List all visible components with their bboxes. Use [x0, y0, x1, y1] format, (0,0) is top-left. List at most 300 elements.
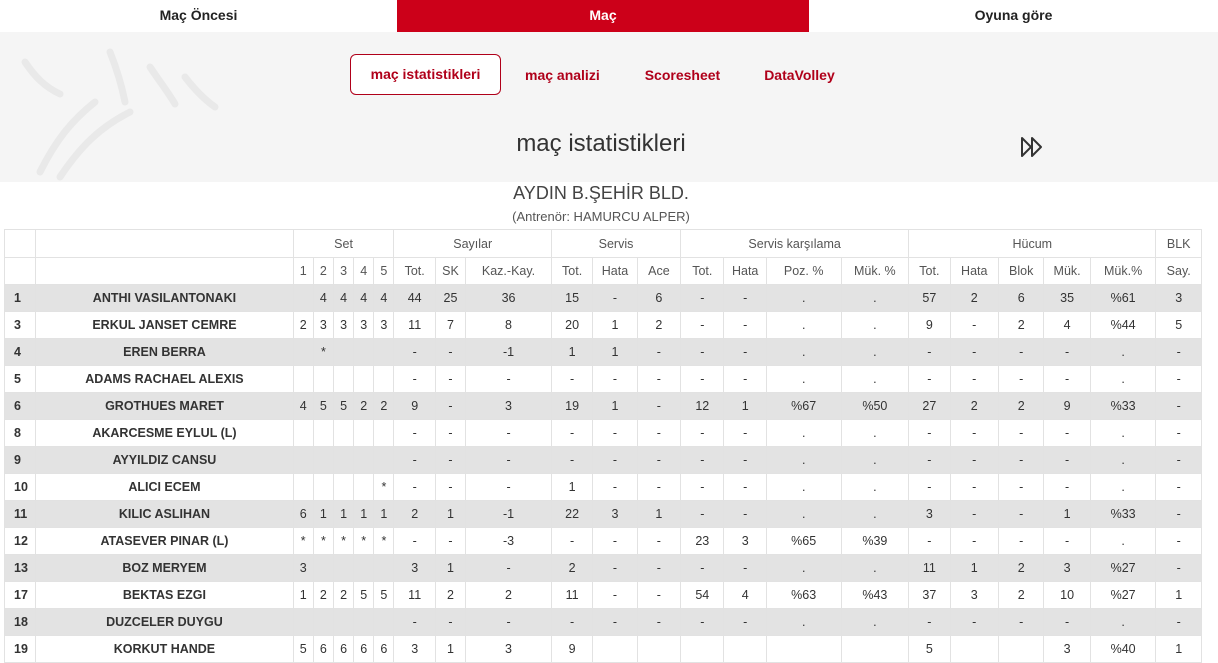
stat-cell: 1 [724, 393, 766, 420]
stat-cell: . [766, 312, 841, 339]
player-name: DUZCELER DUYGU [36, 609, 293, 636]
group-servis: Servis [551, 230, 680, 258]
stat-cell: - [593, 285, 637, 312]
player-name: BEKTAS EZGI [36, 582, 293, 609]
stat-cell [293, 285, 313, 312]
stat-cell [354, 447, 374, 474]
stat-cell: - [681, 447, 724, 474]
header-blank [5, 230, 36, 258]
stat-cell: - [394, 474, 435, 501]
stat-cell [293, 447, 313, 474]
stat-cell: 57 [909, 285, 950, 312]
stat-cell: * [313, 339, 333, 366]
stat-cell: -3 [466, 528, 552, 555]
stat-cell: 9 [551, 636, 592, 663]
top-nav [0, 0, 1218, 32]
stat-cell: - [950, 528, 998, 555]
stat-cell: - [435, 393, 465, 420]
stat-cell: - [637, 609, 680, 636]
table-row [5, 609, 1202, 636]
hand-watermark-icon [0, 32, 300, 182]
player-name: KORKUT HANDE [36, 636, 293, 663]
stat-cell: 25 [435, 285, 465, 312]
player-number: 17 [5, 582, 36, 609]
column-header: Tot. [909, 258, 950, 285]
stat-cell: 5 [909, 636, 950, 663]
stat-cell: - [593, 582, 637, 609]
stat-cell: 3 [313, 312, 333, 339]
column-header: Poz. % [766, 258, 841, 285]
stat-cell: . [766, 285, 841, 312]
stat-cell: 4 [293, 393, 313, 420]
stat-cell: - [593, 447, 637, 474]
table-row [5, 393, 1202, 420]
stat-cell: - [724, 555, 766, 582]
stat-cell: 2 [998, 393, 1043, 420]
stat-cell: - [551, 366, 592, 393]
stat-cell: - [394, 528, 435, 555]
stat-cell: 27 [909, 393, 950, 420]
stat-cell: 1 [435, 501, 465, 528]
stat-cell: - [1044, 528, 1090, 555]
stat-cell: 2 [637, 312, 680, 339]
stat-cell: - [593, 609, 637, 636]
stat-cell [293, 609, 313, 636]
banner [0, 32, 1218, 182]
stat-cell: . [766, 339, 841, 366]
column-header: 2 [313, 258, 333, 285]
player-name: ANTHI VASILANTONAKI [36, 285, 293, 312]
player-name: BOZ MERYEM [36, 555, 293, 582]
stat-cell: - [998, 447, 1043, 474]
stat-cell: 3 [354, 312, 374, 339]
stat-cell: 2 [333, 582, 353, 609]
stat-cell: 3 [724, 528, 766, 555]
stat-cell: 22 [551, 501, 592, 528]
stat-cell: - [551, 528, 592, 555]
stat-cell: - [950, 312, 998, 339]
stat-cell: . [1090, 609, 1156, 636]
stat-cell: - [1156, 420, 1202, 447]
stat-cell: - [1156, 474, 1202, 501]
stat-cell [354, 609, 374, 636]
stat-cell: - [998, 339, 1043, 366]
stat-cell: 1 [1044, 501, 1090, 528]
stat-cell: . [1090, 366, 1156, 393]
stat-cell [313, 609, 333, 636]
stat-cell [374, 366, 394, 393]
column-header: Tot. [681, 258, 724, 285]
player-number: 19 [5, 636, 36, 663]
player-name: ALICI ECEM [36, 474, 293, 501]
player-name: ATASEVER PINAR (L) [36, 528, 293, 555]
page-title: maç istatistikleri [516, 130, 686, 157]
stat-cell: 3 [1156, 285, 1202, 312]
stat-cell: 1 [593, 393, 637, 420]
stat-cell: - [466, 366, 552, 393]
stat-cell: - [909, 447, 950, 474]
stat-cell: - [681, 555, 724, 582]
stat-cell: 2 [435, 582, 465, 609]
column-header: Hata [950, 258, 998, 285]
stat-cell: 4 [354, 285, 374, 312]
stat-cell: . [766, 420, 841, 447]
stat-cell: 6 [637, 285, 680, 312]
stat-cell: - [998, 420, 1043, 447]
stat-cell: %65 [766, 528, 841, 555]
column-header: Kaz.-Kay. [466, 258, 552, 285]
column-header: Ace [637, 258, 680, 285]
stat-cell: 4 [333, 285, 353, 312]
stat-cell: 1 [551, 474, 592, 501]
stat-cell: - [637, 528, 680, 555]
column-header: 5 [374, 258, 394, 285]
column-header: Tot. [394, 258, 435, 285]
coach-name: (Antrenör: HAMURCU ALPER) [512, 209, 690, 224]
stat-cell [333, 609, 353, 636]
stat-cell: - [681, 609, 724, 636]
stat-cell: - [593, 474, 637, 501]
player-name: EREN BERRA [36, 339, 293, 366]
subtab-datavolley[interactable]: DataVolley [764, 66, 835, 83]
player-name: AYYILDIZ CANSU [36, 447, 293, 474]
stat-cell: - [681, 474, 724, 501]
player-number: 9 [5, 447, 36, 474]
stat-cell: - [637, 393, 680, 420]
stat-cell: - [724, 609, 766, 636]
stat-cell: 1 [374, 501, 394, 528]
stat-cell: - [724, 312, 766, 339]
stat-cell: - [909, 528, 950, 555]
stat-cell: 9 [909, 312, 950, 339]
stat-cell: %27 [1090, 555, 1156, 582]
player-number: 6 [5, 393, 36, 420]
stat-cell: . [841, 366, 909, 393]
stat-cell: 5 [1156, 312, 1202, 339]
stat-cell: - [950, 501, 998, 528]
stat-cell: - [1156, 555, 1202, 582]
stat-cell: 4 [313, 285, 333, 312]
stat-cell: 1 [593, 312, 637, 339]
stat-cell: 1 [313, 501, 333, 528]
player-number: 4 [5, 339, 36, 366]
stat-cell: - [681, 501, 724, 528]
stat-cell: 11 [551, 582, 592, 609]
stat-cell [724, 636, 766, 663]
stat-cell: 3 [293, 555, 313, 582]
stat-cell: * [354, 528, 374, 555]
stat-cell: 2 [394, 501, 435, 528]
stat-cell: - [724, 339, 766, 366]
subtab-scoresheet[interactable]: Scoresheet [644, 66, 721, 83]
column-header: SK [435, 258, 465, 285]
stat-cell: 1 [950, 555, 998, 582]
stat-cell: * [374, 474, 394, 501]
column-header: Mük. % [841, 258, 909, 285]
column-header: Mük.% [1090, 258, 1156, 285]
stat-cell [293, 366, 313, 393]
stat-cell: 1 [1156, 636, 1202, 663]
stat-cell: - [950, 447, 998, 474]
stat-cell: - [593, 420, 637, 447]
subtab-mac-analizi[interactable]: maç analizi [525, 66, 600, 83]
stat-cell: - [724, 501, 766, 528]
stat-cell: 6 [998, 285, 1043, 312]
stat-cell: 11 [394, 312, 435, 339]
stat-cell: 3 [333, 312, 353, 339]
column-header: Mük. [1044, 258, 1090, 285]
column-header: Blok [998, 258, 1043, 285]
stat-cell: - [551, 447, 592, 474]
stat-cell: . [841, 339, 909, 366]
stat-cell [293, 420, 313, 447]
table-row [5, 528, 1202, 555]
stat-cell: %39 [841, 528, 909, 555]
stat-cell: 3 [909, 501, 950, 528]
stat-cell: 6 [333, 636, 353, 663]
sub-tabs [350, 54, 835, 95]
stat-cell: - [724, 474, 766, 501]
stat-cell [293, 474, 313, 501]
fast-forward-icon[interactable] [1020, 136, 1044, 158]
stat-cell: * [293, 528, 313, 555]
stat-cell: . [766, 609, 841, 636]
stat-cell: 1 [293, 582, 313, 609]
stat-cell [354, 339, 374, 366]
stat-cell: - [724, 420, 766, 447]
stat-cell: - [1156, 609, 1202, 636]
stat-cell: - [681, 366, 724, 393]
stat-cell: 7 [435, 312, 465, 339]
stat-cell: . [841, 501, 909, 528]
header-blank [36, 258, 293, 285]
stat-cell: 4 [1044, 312, 1090, 339]
stat-cell: 3 [374, 312, 394, 339]
player-number: 8 [5, 420, 36, 447]
stat-cell: 3 [1044, 636, 1090, 663]
stat-cell: %67 [766, 393, 841, 420]
stat-cell: - [435, 474, 465, 501]
stat-cell: - [435, 366, 465, 393]
column-header: Hata [593, 258, 637, 285]
group-sayilar: Sayılar [394, 230, 551, 258]
table-row [5, 555, 1202, 582]
stat-cell [333, 366, 353, 393]
table-row [5, 312, 1202, 339]
stat-cell [374, 420, 394, 447]
stat-cell: 6 [374, 636, 394, 663]
stat-cell: . [841, 312, 909, 339]
stat-cell [374, 447, 394, 474]
stat-cell: - [998, 528, 1043, 555]
header-blank [5, 258, 36, 285]
stat-cell [950, 636, 998, 663]
stat-cell: . [841, 285, 909, 312]
stat-cell: . [1090, 528, 1156, 555]
stat-cell: - [1044, 447, 1090, 474]
stat-cell [313, 366, 333, 393]
stat-cell: - [593, 528, 637, 555]
stat-cell: 9 [1044, 393, 1090, 420]
stat-cell [841, 636, 909, 663]
stat-cell: 5 [313, 393, 333, 420]
stat-cell: - [593, 555, 637, 582]
stat-cell: * [374, 528, 394, 555]
stat-cell: . [1090, 447, 1156, 474]
player-number: 11 [5, 501, 36, 528]
stat-cell: - [637, 339, 680, 366]
stat-cell [333, 339, 353, 366]
stat-cell: - [1156, 339, 1202, 366]
stat-cell: - [724, 447, 766, 474]
tab-mac[interactable]: Maç [397, 0, 809, 32]
stat-cell: 5 [354, 582, 374, 609]
stat-cell: 12 [681, 393, 724, 420]
stat-cell: 1 [435, 636, 465, 663]
stat-cell: 1 [593, 339, 637, 366]
stat-cell: 2 [313, 582, 333, 609]
stat-cell: - [593, 366, 637, 393]
player-name: AKARCESME EYLUL (L) [36, 420, 293, 447]
stat-cell: - [724, 366, 766, 393]
stat-cell: 3 [466, 393, 552, 420]
stat-cell: 11 [909, 555, 950, 582]
stat-cell: - [466, 474, 552, 501]
stat-cell: -1 [466, 339, 552, 366]
stat-cell [354, 555, 374, 582]
subtab-mac-istatistikleri[interactable]: maç istatistikleri [350, 54, 501, 95]
player-name: KILIC ASLIHAN [36, 501, 293, 528]
stat-cell: - [435, 447, 465, 474]
stat-cell: - [637, 582, 680, 609]
stat-cell: %61 [1090, 285, 1156, 312]
stat-cell: - [435, 339, 465, 366]
player-number: 3 [5, 312, 36, 339]
column-header: 3 [333, 258, 353, 285]
stat-cell [313, 555, 333, 582]
stat-cell: - [909, 420, 950, 447]
table-row [5, 339, 1202, 366]
stat-cell: 1 [435, 555, 465, 582]
stat-cell: 1 [1156, 582, 1202, 609]
team-name: AYDIN B.ŞEHİR BLD. [513, 183, 689, 203]
stat-cell: %40 [1090, 636, 1156, 663]
stat-cell: 1 [354, 501, 374, 528]
column-header: 4 [354, 258, 374, 285]
stat-cell: 6 [354, 636, 374, 663]
stat-cell: 2 [998, 582, 1043, 609]
stat-cell: 2 [374, 393, 394, 420]
stat-cell: 19 [551, 393, 592, 420]
stat-cell: . [1090, 339, 1156, 366]
stat-cell: - [394, 447, 435, 474]
stat-cell: - [950, 609, 998, 636]
stat-cell: - [724, 285, 766, 312]
stat-cell [313, 447, 333, 474]
player-name: ERKUL JANSET CEMRE [36, 312, 293, 339]
stat-cell: 3 [950, 582, 998, 609]
stat-cell: . [766, 366, 841, 393]
stat-cell: - [435, 528, 465, 555]
stat-cell: 54 [681, 582, 724, 609]
stat-cell: -1 [466, 501, 552, 528]
stat-cell: - [681, 312, 724, 339]
player-number: 13 [5, 555, 36, 582]
stat-cell: - [637, 447, 680, 474]
stat-cell: - [1156, 366, 1202, 393]
player-number: 12 [5, 528, 36, 555]
stat-cell: - [909, 609, 950, 636]
stat-cell: 4 [724, 582, 766, 609]
player-name: ADAMS RACHAEL ALEXIS [36, 366, 293, 393]
stat-cell: . [841, 609, 909, 636]
stat-cell: 2 [950, 285, 998, 312]
stat-cell: - [998, 501, 1043, 528]
stat-cell [333, 420, 353, 447]
table-row [5, 582, 1202, 609]
stat-cell: . [766, 501, 841, 528]
stat-cell [354, 420, 374, 447]
stat-cell: . [841, 474, 909, 501]
column-header: 1 [293, 258, 313, 285]
tab-mac-oncesi[interactable]: Maç Öncesi [159, 7, 238, 23]
stat-cell: - [551, 420, 592, 447]
column-header: Hata [724, 258, 766, 285]
stat-cell: %50 [841, 393, 909, 420]
stat-cell: 36 [466, 285, 552, 312]
stat-cell: - [637, 474, 680, 501]
stat-cell [374, 555, 394, 582]
player-number: 18 [5, 609, 36, 636]
table-row [5, 447, 1202, 474]
stat-cell: 35 [1044, 285, 1090, 312]
tab-oyuna-gore[interactable]: Oyuna göre [974, 7, 1053, 23]
table-row [5, 420, 1202, 447]
stat-cell: %33 [1090, 501, 1156, 528]
stat-cell [333, 555, 353, 582]
group-header-row [5, 230, 1202, 258]
stat-cell: 2 [466, 582, 552, 609]
stat-cell: 3 [1044, 555, 1090, 582]
stat-cell: - [435, 420, 465, 447]
group-servis-karsilama: Servis karşılama [681, 230, 909, 258]
stat-cell: 15 [551, 285, 592, 312]
stat-cell: - [681, 339, 724, 366]
stat-cell: - [950, 420, 998, 447]
stat-cell: 3 [394, 636, 435, 663]
stat-cell: . [841, 447, 909, 474]
stat-cell: 5 [293, 636, 313, 663]
stat-cell: %63 [766, 582, 841, 609]
stat-cell [333, 447, 353, 474]
group-hucum: Hücum [909, 230, 1156, 258]
stat-cell: - [909, 366, 950, 393]
stat-cell: - [637, 420, 680, 447]
stat-cell: 3 [466, 636, 552, 663]
stat-cell: 5 [333, 393, 353, 420]
table-row [5, 501, 1202, 528]
stat-cell: - [394, 420, 435, 447]
player-number: 1 [5, 285, 36, 312]
stat-cell: - [466, 447, 552, 474]
stat-cell: - [909, 474, 950, 501]
stat-cell: - [950, 366, 998, 393]
stat-cell: - [1044, 366, 1090, 393]
stat-cell: 2 [998, 555, 1043, 582]
stat-cell: 2 [551, 555, 592, 582]
stat-cell: %44 [1090, 312, 1156, 339]
stat-cell: 2 [293, 312, 313, 339]
